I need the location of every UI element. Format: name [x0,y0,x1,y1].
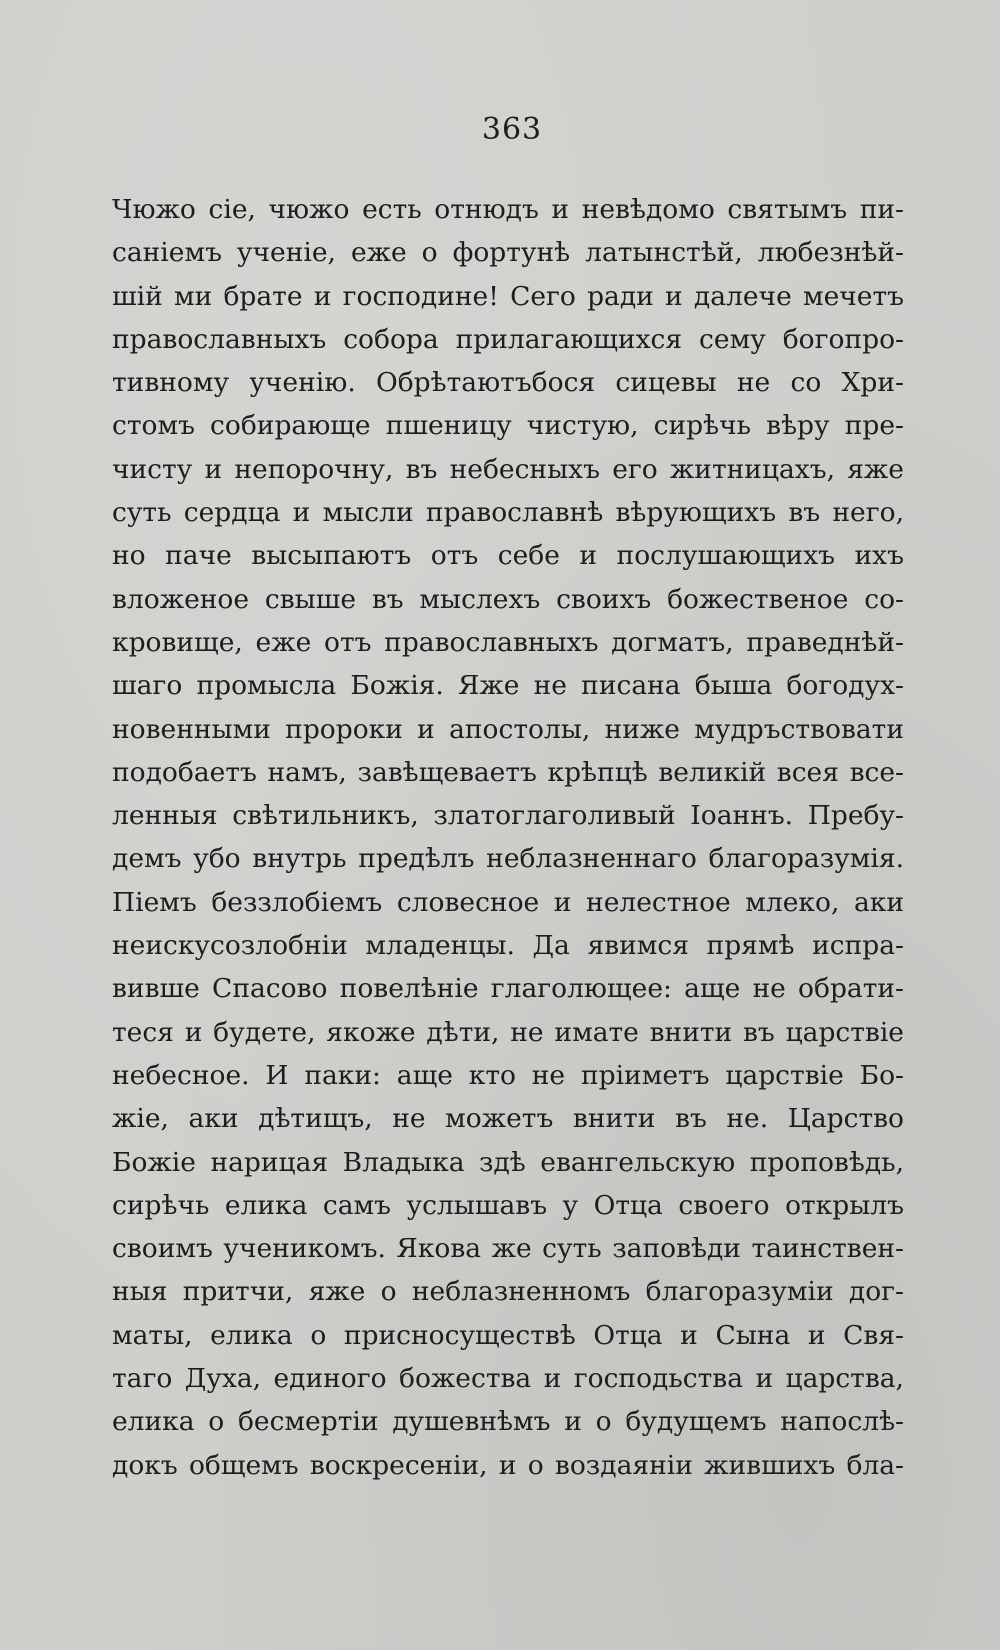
body-text [112,188,904,1487]
text-line: новенными пророки и апостолы, ниже мудръствовати [112,713,904,745]
text-line: шаго промысла Божія. Яже не писана быша богодух- [112,670,904,702]
text-line: саніемъ ученіе, еже о фортунѣ латынстѣй, любезнѣй- [112,237,904,269]
text-line: жіе, аки дѣтищъ, не можетъ внити въ не. Царство [112,1103,904,1135]
text-line: вивше Спасово повелѣніе глаголющее: аще не обрати- [112,973,904,1005]
text-line: кровище, еже отъ православныхъ догматъ, праведнѣй- [112,626,904,658]
text-line: суть сердца и мысли православнѣ вѣрующихъ въ него, [112,497,904,529]
text-line: стомъ собирающе пшеницу чистую, сирѣчь вѣру пре- [112,410,904,442]
text-line: Чюжо сіе, чюжо есть отнюдъ и невѣдомо святымъ пи- [112,194,904,225]
text-line: но паче высыпаютъ отъ себе и послушающихъ ихъ [112,540,904,572]
text-line: елика о бесмертіи душевнѣмъ и о будущемъ напослѣ- [112,1406,904,1438]
text-line: Піемъ беззлобіемъ словесное и нелестное млеко, аки [112,886,904,918]
text-line: шій ми брате и господине! Сего ради и далече мечетъ [112,280,904,312]
text-line: своимъ ученикомъ. Якова же суть заповѣди таинствен- [112,1233,904,1265]
text-line: ныя притчи, яже о неблазненномъ благоразуміи дог- [112,1276,904,1308]
text-line: докъ общемъ воскресеніи, и о воздаяніи жившихъ бла- [112,1449,904,1481]
page-number: 363 [481,112,543,147]
text-line: тивному ученію. Обрѣтаютъбося сицевы не со Хри- [112,367,904,399]
text-line: неискусозлобніи младенцы. Да явимся прямѣ испра- [112,930,904,962]
text-line: ленныя свѣтильникъ, златоглаголивый Іоаннъ. Пребу- [112,800,904,832]
text-line: сирѣчь елика самъ услышавъ у Отца своего открылъ [112,1189,904,1221]
text-line: Божіе нарицая Владыка здѣ евангельскую проповѣдь, [112,1146,904,1178]
text-line: демъ убо внутрь предѣлъ неблазненнаго благоразумія. [112,843,904,875]
text-line: теся и будете, якоже дѣти, не имате внити въ царствіе [112,1016,904,1048]
text-line: таго Духа, единого божества и господьства и царства, [112,1363,904,1395]
text-line: маты, елика о присносуществѣ Отца и Сына и Свя- [112,1319,904,1351]
text-line: подобаетъ намъ, завѣщеваетъ крѣпцѣ великій всея все- [112,756,904,788]
text-line: чисту и непорочну, въ небесныхъ его житницахъ, яже [112,453,904,485]
text-line: вложеное свыше въ мыслехъ своихъ божественое со- [112,583,904,615]
text-line: небесное. И паки: аще кто не пріиметъ царствіе Бо- [112,1059,904,1091]
text-line: православныхъ собора прилагающихся сему богопро- [112,323,904,355]
